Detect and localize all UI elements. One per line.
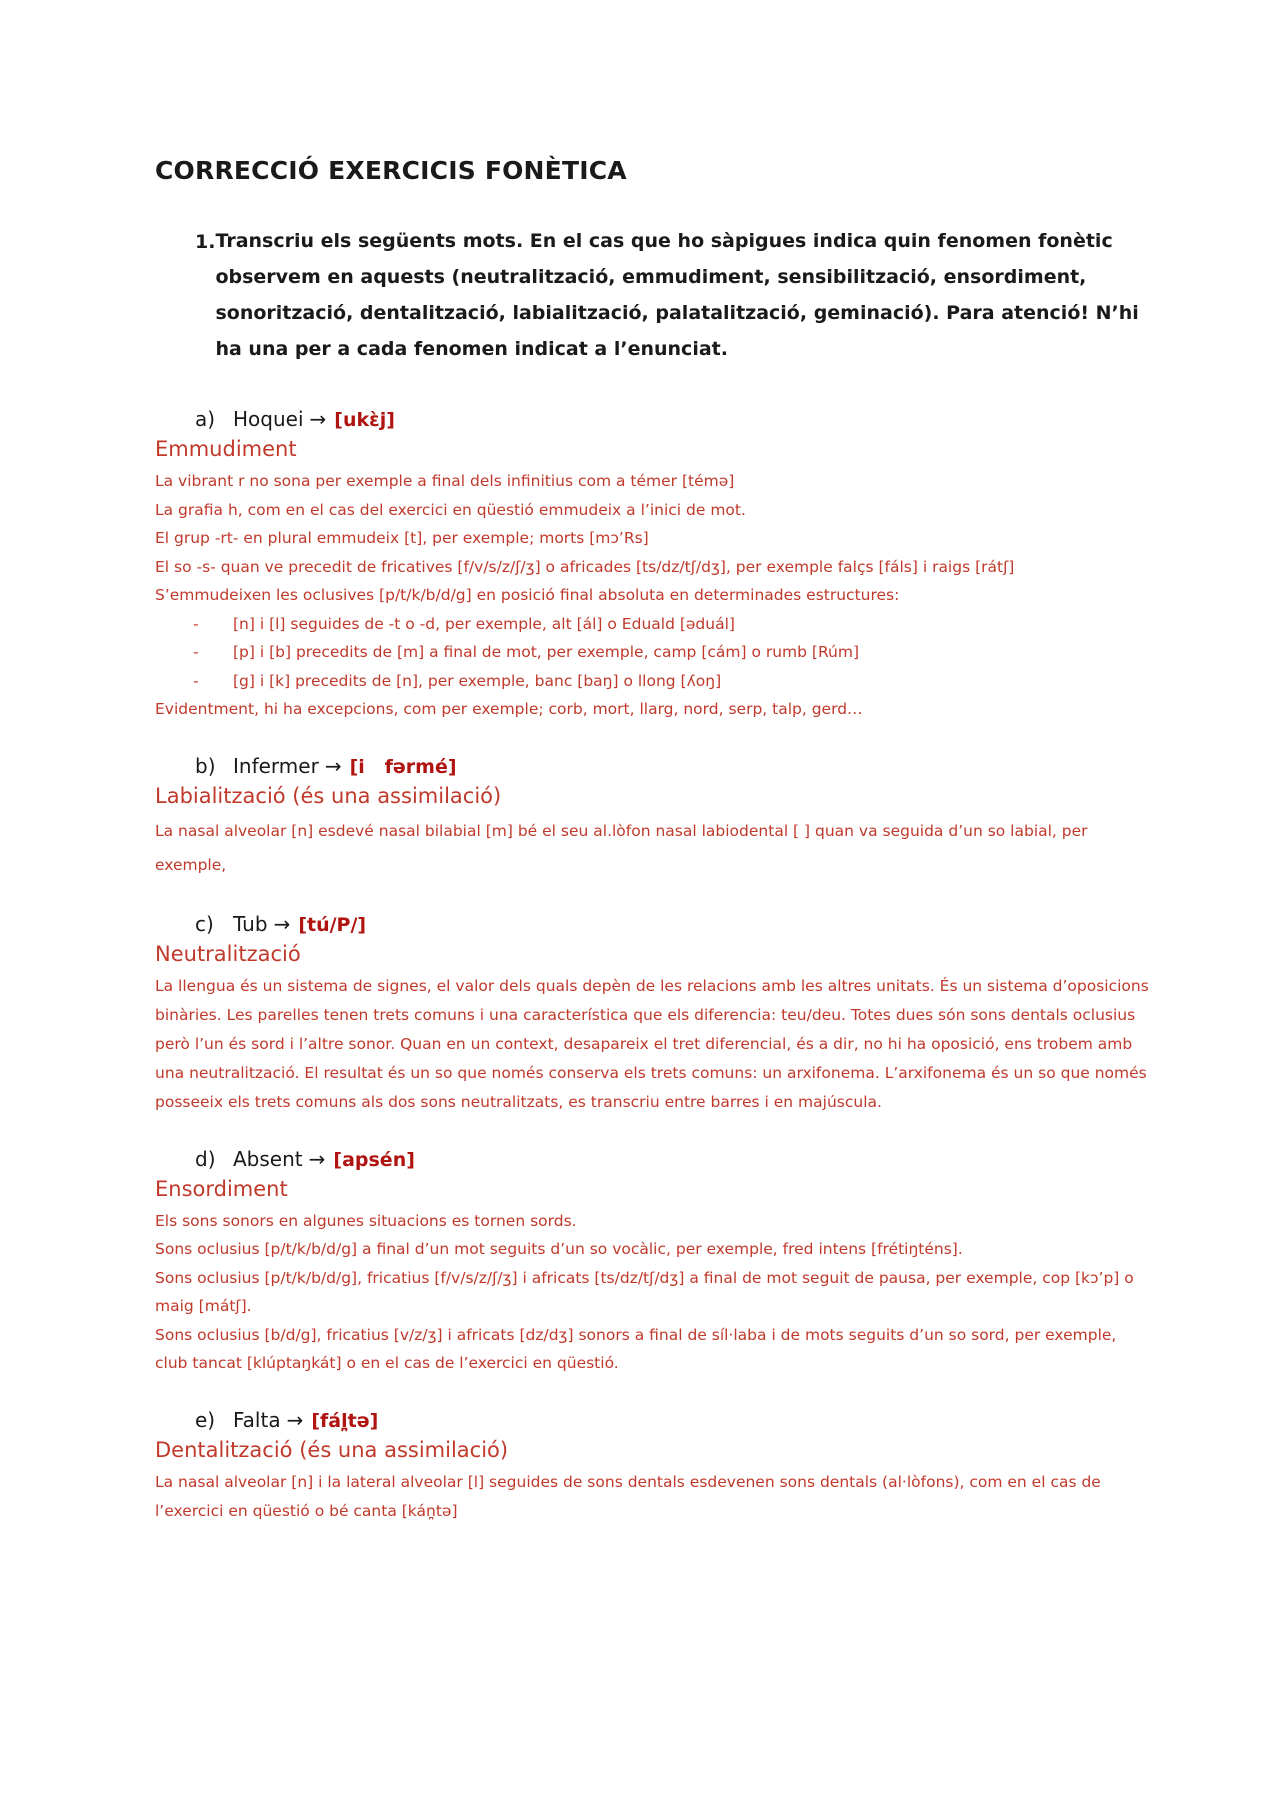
bullet-item (193, 638, 1150, 667)
bullet-item (193, 667, 1150, 696)
item-d (155, 1147, 1150, 1378)
explanation-line: S’emmudeixen les oclusives [p/t/k/b/d/g] en posició final absoluta en determinades estructures: (155, 586, 900, 604)
explanation-paragraph: La nasal alveolar [n] i la lateral alveolar [l] seguides de sons dentals esdevenen sons dentals (al·lòfons), com en el cas de l’exercici en qüestió o bé canta [kán̪tə] (155, 1472, 1101, 1520)
item-heading (195, 1147, 1150, 1171)
item-word: Infermer (233, 753, 319, 778)
item-letter: b) (195, 753, 216, 778)
explanation-line: La vibrant r no sona per exemple a final dels infinitius com a témer [témə] (155, 472, 735, 490)
explanation-line: Els sons sonors en algunes situacions es tornen sords. (155, 1211, 577, 1230)
item-transcription: [i fərmé] (349, 755, 457, 778)
arrow-icon: → (286, 1407, 304, 1432)
dash-icon: - (193, 643, 199, 661)
bullet-text: [n] i [l] seguides de -t o -d, per exemple, alt [ál] o Eduald [əduál] (233, 614, 735, 633)
arrow-icon: → (308, 1146, 326, 1171)
arrow-icon: → (309, 407, 327, 431)
item-letter: e) (195, 1407, 216, 1432)
explanation-line: El grup -rt- en plural emmudeix [t], per exemple; morts [mɔ’Rs] (155, 529, 649, 547)
arrow-icon: → (273, 911, 291, 936)
item-transcription: [ukɛ̀j] (334, 409, 395, 431)
phenomenon-title: Neutralització (155, 941, 301, 966)
dash-icon: - (193, 614, 199, 633)
page-title: CORRECCIÓ EXERCICIS FONÈTICA (155, 156, 627, 185)
item-a (155, 407, 1150, 724)
question-number: 1. (195, 231, 216, 253)
bullet-text: [g] i [k] precedits de [n], per exemple, banc [baŋ] o llong [ʎoŋ] (233, 671, 722, 690)
phenomenon-title: Ensordiment (155, 1176, 288, 1201)
item-word: Tub (233, 911, 268, 936)
question-text: Transcriu els següents mots. En el cas que ho sàpigues indica quin fenomen fonètic observem en aquests (neutralització, emmudiment, sensibilització, ensordiment, sonorització, dentalització, labialització, palatalització, geminació). Para atenció! N’hi ha una per a cada fenomen indicat a l’enunciat. (215, 230, 1139, 360)
explanation-paragraph: La llengua és un sistema de signes, el valor dels quals depèn de les relacions amb les altres unitats. És un sistema d’oposicions binàries. Les parelles tenen trets comuns i una característica que els diferencia: teu/deu. Totes dues són sons dentals oclusius però l’un és sord i l’altre sonor. Quan en un context, desapareix el tret diferencial, és a dir, no hi ha oposició, ens trobem amb una neutralització. El resultat és un so que només conserva els trets comuns: un arxifonema. L’arxifonema és un so que només posseeix els trets comuns als dos sons neutralitzats, es transcriu entre barres i en majúscula. (155, 976, 1149, 1111)
phenomenon-title: Labialització (és una assimilació) (155, 783, 502, 808)
closing-line: Evidentment, hi ha excepcions, com per exemple; corb, mort, llarg, nord, serp, talp, gerd… (155, 700, 863, 718)
dash-icon: - (193, 671, 199, 690)
item-transcription: [apsén] (333, 1148, 415, 1171)
item-word: Hoquei (233, 407, 304, 431)
item-letter: a) (195, 407, 216, 431)
item-heading (195, 407, 1150, 431)
item-heading (195, 1408, 1150, 1432)
bullet-text: [p] i [b] precedits de [m] a final de mot, per exemple, camp [cám] o rumb [Rúm] (233, 643, 860, 661)
item-transcription: [fál̪tə] (311, 1409, 379, 1432)
phenomenon-title: Emmudiment (155, 437, 297, 461)
item-b (155, 754, 1150, 882)
item-letter: d) (195, 1146, 216, 1171)
arrow-icon: → (324, 753, 342, 778)
explanation-line: Sons oclusius [b/d/g], fricatius [v/z/ʒ] i africats [dz/dʒ] sonors a final de síl·laba i de mots seguits d’un so sord, per exemple, club tancat [klúptaŋkát] o en el cas de l’exercici en qüestió. (155, 1325, 1117, 1372)
item-word: Absent (233, 1146, 303, 1171)
explanation-line: Sons oclusius [p/t/k/b/d/g], fricatius [f/v/s/z/ʃ/ʒ] i africats [ts/dz/tʃ/dʒ] a final de mot seguit de pausa, per exemple, cop [kɔ’p] o maig [mátʃ]. (155, 1268, 1134, 1315)
item-heading (195, 912, 1150, 936)
explanation-paragraph: La nasal alveolar [n] esdevé nasal bilabial [m] bé el seu al.lòfon nasal labiodental [ ] quan va seguida d’un so labial, per exemple, (155, 821, 1088, 874)
explanation-line: El so -s- quan ve precedit de fricatives [f/v/s/z/ʃ/ʒ] o africades [ts/dz/tʃ/dʒ], per exemple falçs [fáls] i raigs [rátʃ] (155, 557, 1015, 576)
item-heading (195, 754, 1150, 778)
phenomenon-title: Dentalització (és una assimilació) (155, 1437, 509, 1462)
item-e (155, 1408, 1150, 1526)
bullet-item (193, 610, 1150, 639)
item-transcription: [tú/P/] (298, 913, 367, 936)
explanation-line: Sons oclusius [p/t/k/b/d/g] a final d’un mot seguits d’un so vocàlic, per exemple, fred intens [frétiŋténs]. (155, 1240, 963, 1258)
item-c (155, 912, 1150, 1117)
explanation-line: La grafia h, com en el cas del exercici en qüestió emmudeix a l’inici de mot. (155, 500, 746, 519)
item-word: Falta (233, 1407, 281, 1432)
question-1 (195, 231, 1150, 367)
item-letter: c) (195, 911, 214, 936)
